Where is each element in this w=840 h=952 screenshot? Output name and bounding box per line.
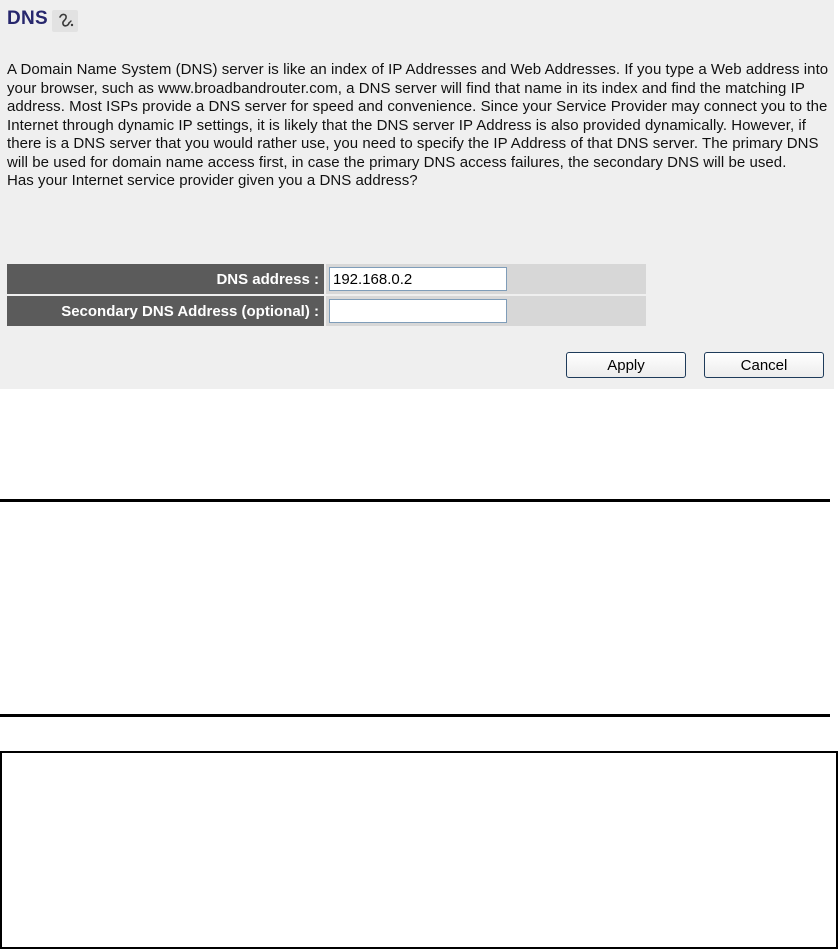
secondary-dns-label: Secondary DNS Address (optional) : — [7, 296, 324, 326]
page-title-area — [7, 6, 78, 32]
dns-address-row — [7, 264, 646, 294]
page-title: DNS — [7, 8, 49, 29]
dns-settings-panel — [0, 0, 834, 389]
description-paragraph: A Domain Name System (DNS) server is like an index of IP Addresses and Web Addresses. If you type a Web address into your browser, such as www.broadbandrouter.com, a DNS server will find that name in its index and find the matching IP address. Most ISPs provide a DNS server for speed and convenience. Since your Service Provider may connect you to the Internet through dynamic IP settings, it is likely that the DNS server IP Address is also provided dynamically. However, if there is a DNS server that you would rather use, you need to specify the IP Address of that DNS server. The primary DNS will be used for domain name access first, in case the primary DNS access failures, the secondary DNS will be used. — [7, 61, 829, 171]
dns-address-label: DNS address : — [7, 264, 324, 294]
secondary-dns-input[interactable] — [329, 299, 507, 323]
cancel-button[interactable]: Cancel — [704, 352, 824, 378]
secondary-dns-cell — [326, 296, 646, 326]
help-icon[interactable] — [52, 10, 78, 32]
apply-button[interactable]: Apply — [566, 352, 686, 378]
action-buttons — [566, 352, 824, 378]
dns-address-cell — [326, 264, 646, 294]
secondary-dns-row — [7, 296, 646, 326]
description-question: Has your Internet service provider given you a DNS address? — [7, 172, 418, 189]
empty-bordered-box — [0, 751, 838, 949]
divider-top — [0, 499, 830, 502]
dns-address-input[interactable] — [329, 267, 507, 291]
dns-description — [7, 61, 832, 191]
dns-form-table — [7, 264, 646, 328]
divider-bottom — [0, 714, 830, 717]
